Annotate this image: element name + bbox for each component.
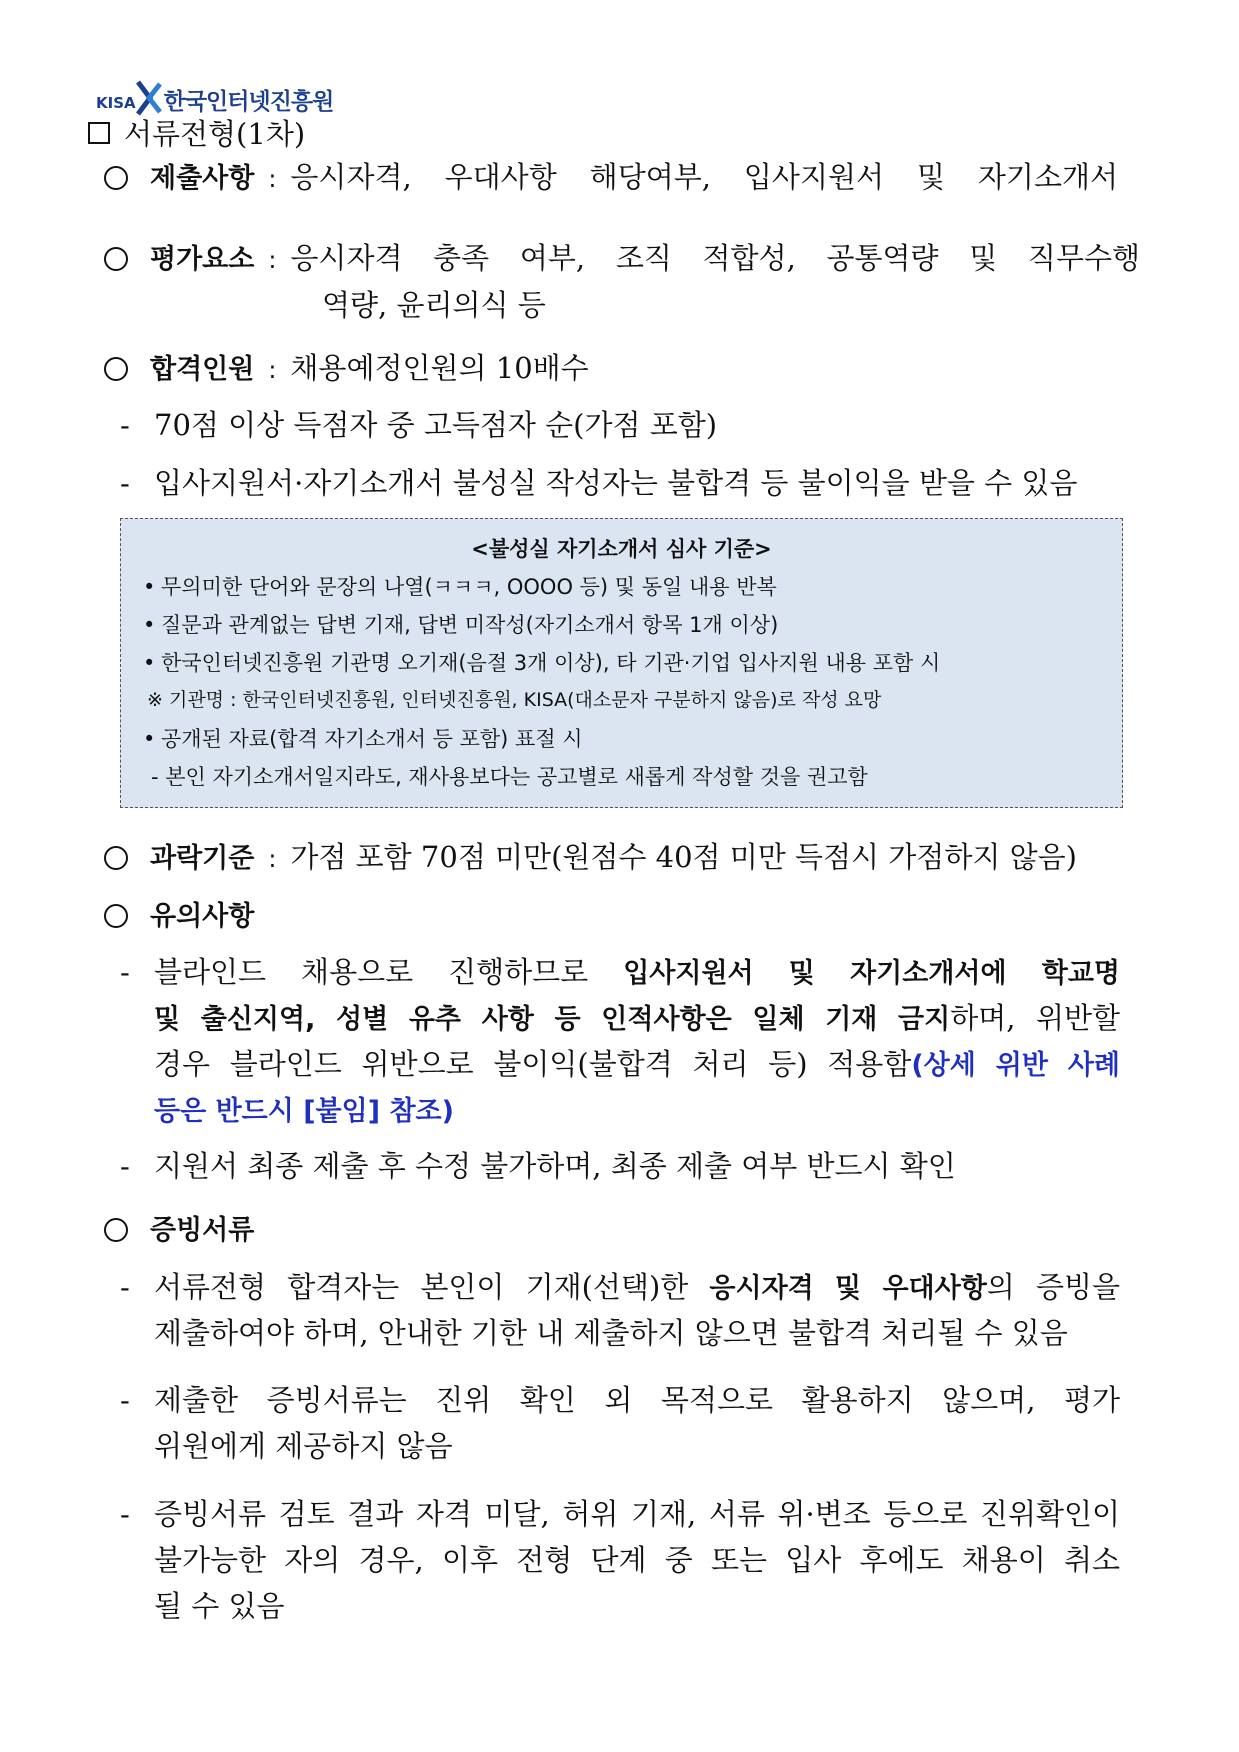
logo-abbr: KISA xyxy=(96,94,136,112)
item-text: 가점 포함 70점 미만(원점수 40점 미만 득점시 가점하지 않음) xyxy=(290,840,1077,874)
logo-mark-icon xyxy=(136,80,162,116)
item-label: 합격인원 xyxy=(150,354,255,385)
list-item: - 지원서 최종 제출 후 수정 불가하며, 최종 제출 여부 반드시 확인 xyxy=(120,1149,956,1183)
item-eval: 평가요소 : 응시자격 충족 여부, 조직 적합성, 공통역량 및 직무수행 xyxy=(104,236,1140,282)
list-item: - 서류전형 합격자는 본인이 기재(선택)한 응시자격 및 우대사항의 증빙을 제출하여야 하며, 안내한 기한 내 제출하지 않으면 불합격 처리될 수 있음 xyxy=(120,1270,1120,1350)
criteria-box-title: <불성실 자기소개서 심사 기준> xyxy=(471,537,772,561)
square-bullet-icon xyxy=(88,122,110,144)
item-docs xyxy=(104,1207,254,1253)
list-item: - 증빙서류 검토 결과 자격 미달, 허위 기재, 서류 위·변조 등으로 진위확인이 불가능한 자의 경우, 이후 전형 단계 중 또는 입사 후에도 채용이 취소 될 수 있음 xyxy=(120,1497,1120,1623)
item-pass: 합격인원 : 채용예정인원의 10배수 xyxy=(104,346,589,392)
criteria-line: • 무의미한 단어와 문장의 나열(ㅋㅋㅋ, OOOO 등) 및 동일 내용 반복 xyxy=(143,575,777,599)
circle-bullet-icon xyxy=(104,846,128,870)
criteria-line: • 한국인터넷진흥원 기관명 오기재(음절 3개 이상), 타 기관·기업 입사지원 내용 포함 시 xyxy=(143,651,941,675)
criteria-note: ※ 기관명 : 한국인터넷진흥원, 인터넷진흥원, KISA(대소문자 구분하지 않음)로 작성 요망 xyxy=(147,689,882,711)
item-label: 증빙서류 xyxy=(150,1215,255,1246)
item-label: 과락기준 xyxy=(150,843,255,874)
item-text: 응시자격, 우대사항 해당여부, 입사지원서 및 자기소개서 xyxy=(290,160,1118,194)
item-submit: 제출사항 : 응시자격, 우대사항 해당여부, 입사지원서 및 자기소개서 xyxy=(104,155,1118,201)
item-text: 응시자격 충족 여부, 조직 적합성, 공통역량 및 직무수행 xyxy=(290,241,1140,275)
criteria-box xyxy=(120,518,1123,808)
section-title xyxy=(88,112,305,153)
criteria-line: • 공개된 자료(합격 자기소개서 등 포함) 표절 시 xyxy=(143,727,583,751)
item-text: 채용예정인원의 10배수 xyxy=(290,351,589,385)
circle-bullet-icon xyxy=(104,247,128,271)
circle-bullet-icon xyxy=(104,166,128,190)
section-title-text: 서류전형(1차) xyxy=(124,117,306,151)
logo-name: 한국인터넷진흥원 xyxy=(163,89,334,115)
item-eval-cont: 역량, 윤리의식 등 xyxy=(322,288,546,322)
circle-bullet-icon xyxy=(104,1218,128,1242)
kisa-logo xyxy=(96,70,333,116)
list-item: - 제출한 증빙서류는 진위 확인 외 목적으로 활용하지 않으며, 평가 위원에게 제공하지 않음 xyxy=(120,1383,1120,1463)
item-label: 평가요소 xyxy=(150,244,255,275)
list-item: - 블라인드 채용으로 진행하므로 입사지원서 및 자기소개서에 학교명 및 출신지역, 성별 유추 사항 등 인적사항은 일체 기재 금지하며, 위반할 경우 블라인드 위반으로 불이익(불합격 처리 등) 적용함(상세 위반 사례 등은 반드시 [붙임] 참조) xyxy=(120,955,1121,1127)
item-label: 제출사항 xyxy=(150,163,255,194)
circle-bullet-icon xyxy=(104,904,128,928)
item-label: 유의사항 xyxy=(150,901,255,932)
item-cutoff: 과락기준 : 가점 포함 70점 미만(원점수 40점 미만 득점시 가점하지 않음) xyxy=(104,835,1077,881)
criteria-sub: - 본인 자기소개서일지라도, 재사용보다는 공고별로 새롭게 작성할 것을 권고함 xyxy=(151,765,868,789)
item-notes xyxy=(104,893,254,939)
list-item: - 70점 이상 득점자 중 고득점자 순(가점 포함) xyxy=(120,408,718,442)
circle-bullet-icon xyxy=(104,357,128,381)
list-item: - 입사지원서·자기소개서 불성실 작성자는 불합격 등 불이익을 받을 수 있음 xyxy=(120,466,1078,500)
criteria-line: • 질문과 관계없는 답변 기재, 답변 미작성(자기소개서 항목 1개 이상) xyxy=(143,613,779,637)
